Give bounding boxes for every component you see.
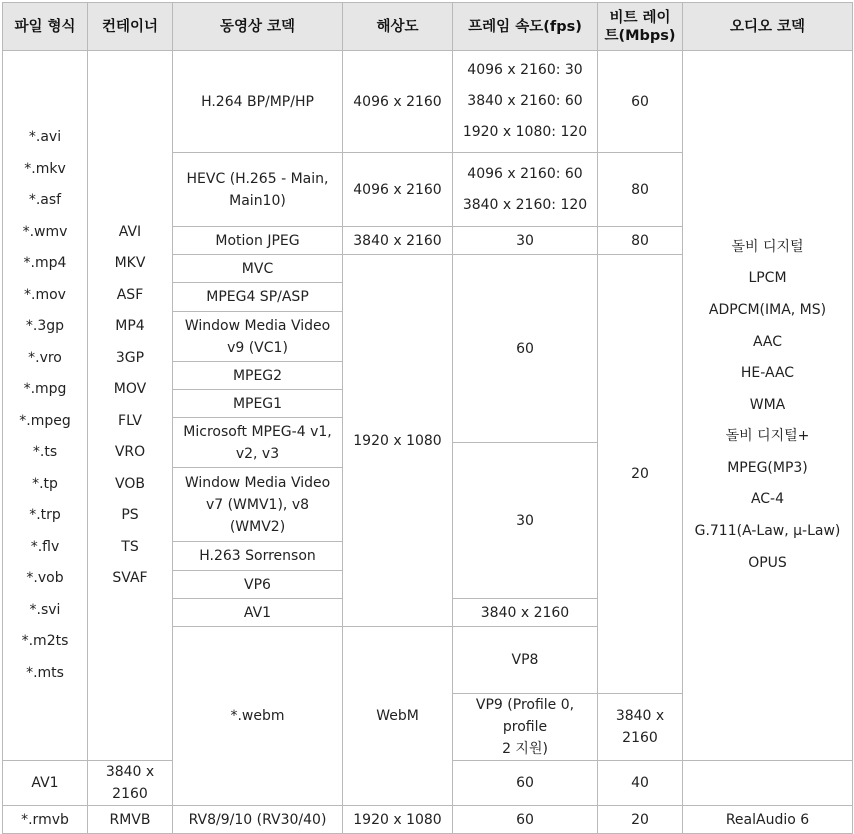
- codec-line: Window Media Video: [184, 317, 331, 334]
- list-item: LPCM: [748, 270, 787, 287]
- codec-cell: VP8: [453, 627, 598, 694]
- list-item: *.svi: [29, 601, 61, 618]
- list-item: *.trp: [29, 507, 61, 523]
- frame-rate-item: 4096 x 2160: 60: [467, 165, 583, 182]
- codec-cell: AV1: [173, 599, 343, 627]
- list-item: TS: [121, 538, 139, 555]
- table-row: [3, 806, 853, 834]
- frame-rate-item: 4096 x 2160: 30: [467, 62, 583, 78]
- list-item: ADPCM(IMA, MS): [708, 301, 827, 318]
- list-item: MOV: [113, 381, 147, 397]
- file-format-list: [3, 51, 88, 761]
- list-item: *.wmv: [22, 223, 68, 240]
- codec-line: 2 지원): [502, 741, 548, 757]
- resolution-cell: 3840 x 2160: [343, 227, 453, 255]
- list-item: *.tp: [32, 475, 58, 492]
- resolution-cell: 3840 x 2160: [453, 599, 598, 627]
- codec-cell: MPEG2: [173, 362, 343, 390]
- codec-cell: MPEG4 SP/ASP: [173, 283, 343, 312]
- codec-line: Main10): [229, 192, 286, 209]
- list-item: AVI: [118, 223, 142, 240]
- container-items: [92, 217, 168, 595]
- list-item: 돌비 디지털+: [725, 428, 810, 445]
- list-item: *.mkv: [24, 160, 66, 177]
- resolution-cell: 1920 x 1080: [343, 255, 453, 627]
- codec-cell: RV8/9/10 (RV30/40): [173, 806, 343, 834]
- frame-rate-cell: 30: [453, 443, 598, 599]
- audio-codec-items: [687, 232, 848, 580]
- list-item: MPEG(MP3): [727, 459, 808, 476]
- bitrate-cell: 40: [598, 761, 683, 806]
- list-item: *.asf: [28, 192, 62, 208]
- frame-rate-item: 3840 x 2160: 60: [467, 93, 583, 109]
- header-frame-rate: 프레임 속도(fps): [453, 3, 598, 51]
- resolution-cell: 3840 x 2160: [88, 761, 173, 806]
- audio-codec-list: [683, 51, 853, 761]
- codec-cell: VP6: [173, 571, 343, 599]
- file-format-cell: *.rmvb: [3, 806, 88, 834]
- list-item: MKV: [114, 255, 146, 271]
- container-cell: WebM: [343, 627, 453, 806]
- bitrate-cell: 20: [598, 255, 683, 694]
- header-bitrate-line2: 트(Mbps): [604, 27, 676, 44]
- header-row: [3, 3, 853, 51]
- codec-cell: AV1: [3, 761, 88, 806]
- resolution-cell: 3840 x 2160: [598, 694, 683, 761]
- list-item: *.ts: [32, 444, 58, 460]
- codec-cell: H.264 BP/MP/HP: [173, 51, 343, 153]
- header-container: 컨테이너: [88, 3, 173, 51]
- frame-rate-cell: 60: [453, 255, 598, 443]
- bitrate-cell: 80: [598, 153, 683, 227]
- list-item: *.avi: [28, 129, 62, 145]
- list-item: G.711(A-Law, μ-Law): [694, 523, 841, 540]
- codec-line: (WMV2): [229, 518, 286, 535]
- list-item: OPUS: [748, 554, 787, 571]
- container-cell: RMVB: [88, 806, 173, 834]
- table-row: [3, 51, 853, 153]
- frame-rate-item: 1920 x 1080: 120: [462, 124, 588, 140]
- codec-cell: [173, 418, 343, 468]
- resolution-cell: 1920 x 1080: [343, 806, 453, 834]
- list-item: *.mts: [26, 664, 64, 681]
- list-item: WMA: [749, 396, 786, 413]
- codec-cell: MPEG1: [173, 390, 343, 418]
- codec-cell: [173, 153, 343, 227]
- frame-rate-item: 3840 x 2160: 120: [462, 196, 588, 213]
- codec-cell: MVC: [173, 255, 343, 283]
- list-item: *.3gp: [25, 318, 65, 334]
- list-item: MP4: [115, 318, 145, 334]
- codec-cell: [453, 694, 598, 761]
- file-format-cell: *.webm: [173, 627, 343, 806]
- codec-line: v7 (WMV1), v8: [205, 496, 310, 513]
- file-format-items: [7, 122, 83, 689]
- list-item: *.mpg: [23, 381, 67, 397]
- list-item: AC-4: [750, 491, 785, 508]
- codec-cell: [173, 468, 343, 542]
- list-item: *.mp4: [23, 255, 67, 271]
- frame-rate-cell: 30: [453, 227, 598, 255]
- header-bitrate-line1: 비트 레이: [609, 9, 671, 26]
- bitrate-cell: 20: [598, 806, 683, 834]
- list-item: HE-AAC: [740, 365, 795, 382]
- bitrate-cell: 80: [598, 227, 683, 255]
- codec-cell: H.263 Sorrenson: [173, 542, 343, 571]
- list-item: *.mov: [24, 286, 66, 303]
- frame-rate-cell: 60: [453, 761, 598, 806]
- header-audio-codec: 오디오 코덱: [683, 3, 853, 51]
- list-item: ASF: [116, 286, 144, 303]
- codec-line: v9 (VC1): [227, 339, 288, 356]
- codec-line: VP9 (Profile 0, profile: [475, 697, 575, 735]
- codec-line: Window Media Video: [184, 474, 331, 491]
- list-item: PS: [121, 507, 139, 523]
- resolution-cell: 4096 x 2160: [343, 153, 453, 227]
- list-item: VRO: [114, 444, 146, 460]
- codec-line: Microsoft MPEG-4 v1,: [183, 423, 332, 440]
- list-item: 3GP: [115, 349, 145, 366]
- list-item: VOB: [115, 475, 145, 492]
- list-item: SVAF: [112, 570, 148, 586]
- container-list: [88, 51, 173, 761]
- codec-line: HEVC (H.265 - Main,: [186, 170, 329, 187]
- codec-cell: Motion JPEG: [173, 227, 343, 255]
- frame-rate-cell: [453, 153, 598, 227]
- frame-rate-cell: 60: [453, 806, 598, 834]
- bitrate-cell: 60: [598, 51, 683, 153]
- header-video-codec: 동영상 코덱: [173, 3, 343, 51]
- resolution-cell: 4096 x 2160: [343, 51, 453, 153]
- frame-rate-cell: [453, 51, 598, 153]
- header-file-format: 파일 형식: [3, 3, 88, 51]
- list-item: AAC: [752, 333, 783, 350]
- list-item: 돌비 디지털: [731, 238, 804, 255]
- list-item: *.m2ts: [21, 633, 69, 649]
- header-bitrate: [598, 3, 683, 51]
- list-item: *.flv: [30, 538, 60, 555]
- list-item: *.mpeg: [19, 412, 71, 429]
- codec-line: v2, v3: [235, 445, 280, 462]
- list-item: *.vob: [26, 570, 64, 586]
- audio-codec-cell: RealAudio 6: [683, 806, 853, 834]
- codec-spec-table: [2, 2, 853, 834]
- list-item: FLV: [118, 412, 142, 429]
- header-resolution: 해상도: [343, 3, 453, 51]
- list-item: *.vro: [28, 349, 62, 366]
- codec-cell: [173, 312, 343, 362]
